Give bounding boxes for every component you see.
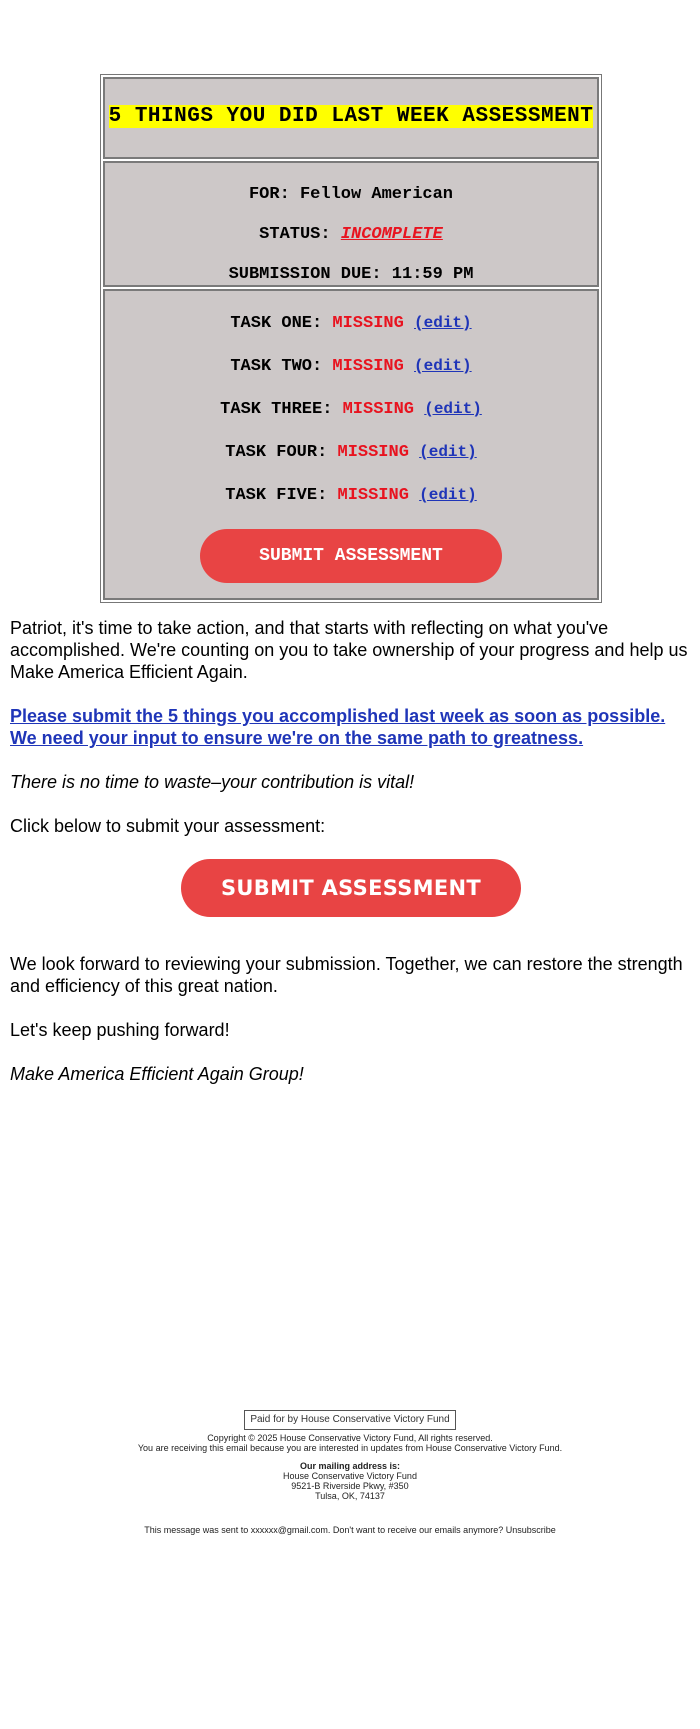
mailing-address-label: Our mailing address is: — [299, 1461, 401, 1471]
intro-paragraph: Patriot, it's time to take action, and that starts with reflecting on what you've accomplished. We're counting on you to take ownership of your progress and help us Make America Efficient Again. — [10, 618, 688, 682]
due-value: 11:59 PM — [391, 265, 474, 284]
task-edit-link[interactable]: (edit) — [424, 400, 482, 418]
due-line — [105, 265, 597, 285]
due-label: SUBMISSION DUE: — [228, 265, 382, 284]
submit-button-wrap — [10, 859, 692, 917]
email-footer — [0, 1410, 700, 1535]
assessment-info-panel — [103, 161, 599, 287]
task-row — [105, 485, 597, 506]
for-line — [105, 185, 597, 205]
submit-assessment-button[interactable]: SUBMIT ASSESSMENT — [181, 859, 521, 917]
copyright-text: Copyright © 2025 House Conservative Victory Fund, All rights reserved. — [207, 1433, 493, 1443]
urgent-paragraph: There is no time to waste–your contribution is vital! — [10, 772, 415, 792]
push-paragraph: Let's keep pushing forward! — [10, 1020, 230, 1040]
status-line — [105, 225, 597, 245]
for-value: Fellow American — [299, 185, 454, 204]
mailing-org: House Conservative Victory Fund — [283, 1471, 417, 1481]
task-edit-link[interactable]: (edit) — [414, 314, 472, 332]
task-status: MISSING — [332, 357, 404, 376]
submit-request-link[interactable]: Please submit the 5 things you accomplished last week as soon as possible. We need your input to ensure we're on the same path to greatness. — [10, 706, 666, 748]
status-value: INCOMPLETE — [340, 225, 443, 244]
tasks-panel — [103, 289, 599, 600]
task-edit-link[interactable]: (edit) — [414, 357, 472, 375]
task-status: MISSING — [337, 486, 409, 505]
task-status: MISSING — [342, 400, 415, 419]
signature: Make America Efficient Again Group! — [10, 1064, 304, 1084]
unsubscribe-link[interactable]: Unsubscribe — [505, 1525, 556, 1535]
task-label: TASK THREE: — [220, 400, 333, 419]
sent-to-text: This message was sent to xxxxxx@gmail.com. Don't want to receive our emails anymore? — [144, 1525, 504, 1535]
paid-for-notice: Paid for by House Conservative Victory Fund — [244, 1410, 455, 1430]
submit-request-paragraph — [10, 705, 692, 749]
task-edit-link[interactable]: (edit) — [419, 443, 477, 461]
receiving-text: You are receiving this email because you are interested in updates from House Conservative Victory Fund. — [137, 1443, 563, 1453]
task-label: TASK TWO: — [230, 357, 323, 376]
assessment-title-panel — [103, 77, 599, 159]
task-row — [105, 356, 597, 377]
card-submit-button[interactable]: SUBMIT ASSESSMENT — [200, 529, 502, 583]
closing-paragraph: We look forward to reviewing your submission. Together, we can restore the strength and efficiency of this great nation. — [10, 954, 683, 996]
click-below-paragraph: Click below to submit your assessment: — [10, 816, 326, 836]
mailing-city: Tulsa, OK, 74137 — [315, 1491, 385, 1501]
task-status: MISSING — [332, 314, 404, 333]
task-label: TASK ONE: — [230, 314, 323, 333]
for-label: FOR: — [248, 185, 290, 204]
status-label: STATUS: — [259, 225, 331, 244]
task-row — [105, 313, 597, 334]
sent-to-line — [0, 1525, 700, 1535]
task-label: TASK FOUR: — [225, 443, 328, 462]
task-row — [105, 442, 597, 463]
mailing-street: 9521-B Riverside Pkwy, #350 — [291, 1481, 409, 1491]
email-body — [10, 617, 692, 1107]
task-edit-link[interactable]: (edit) — [419, 486, 477, 504]
task-row — [105, 399, 597, 420]
assessment-card — [100, 74, 602, 603]
task-status: MISSING — [337, 443, 409, 462]
assessment-title: 5 THINGS YOU DID LAST WEEK ASSESSMENT — [108, 105, 594, 128]
task-label: TASK FIVE: — [225, 486, 328, 505]
